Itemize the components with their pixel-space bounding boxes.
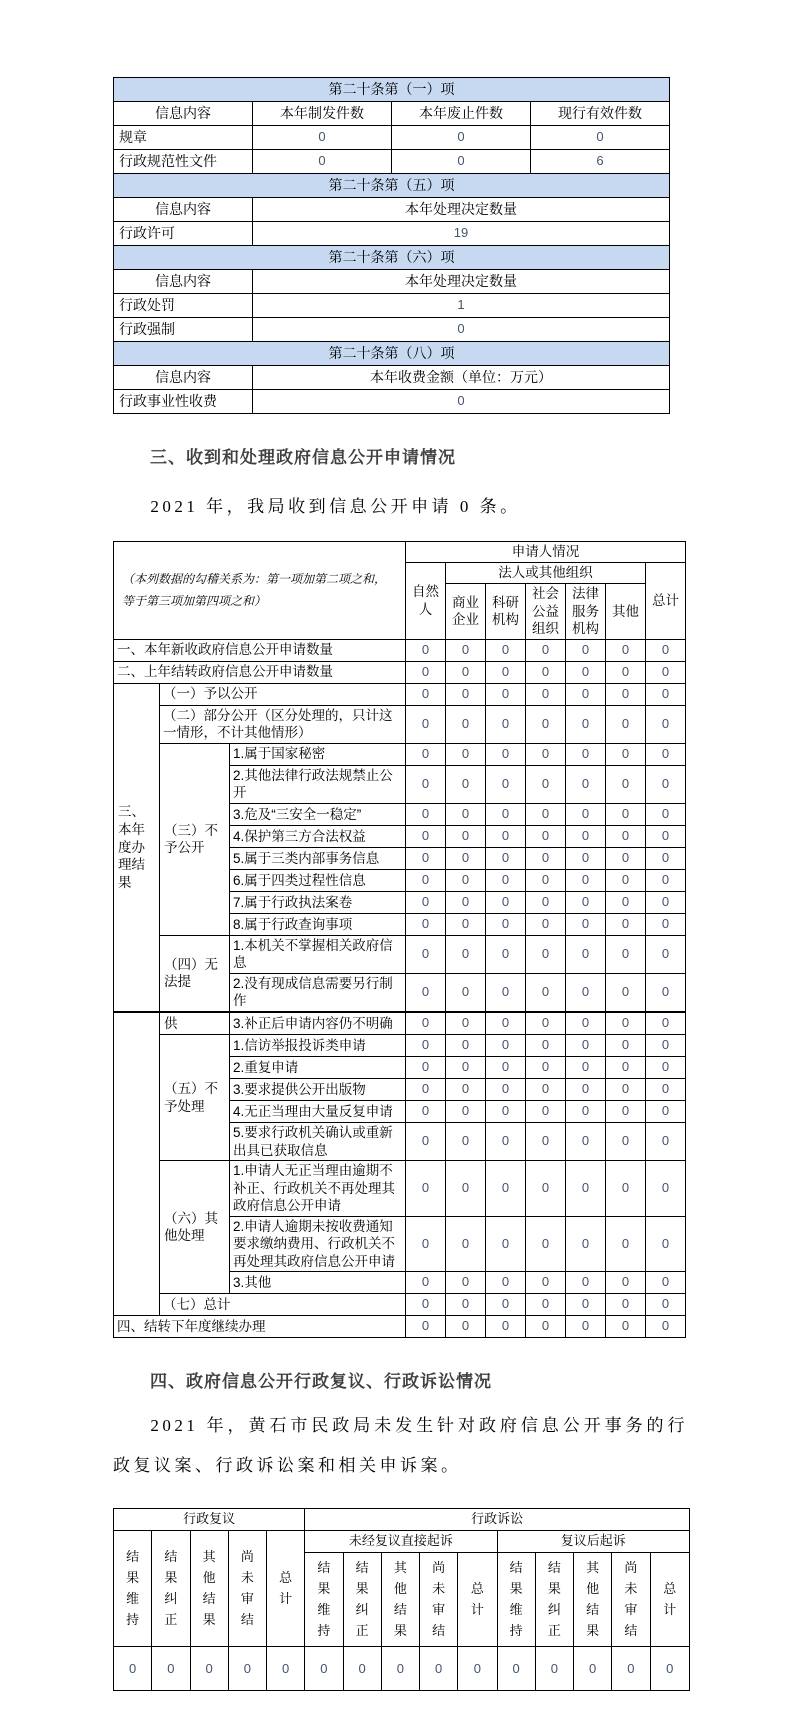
header-direct-lawsuit: 未经复议直接起诉	[305, 1531, 497, 1553]
value-cell: 0	[646, 639, 686, 661]
value-cell: 0	[446, 825, 486, 847]
value-cell: 0	[446, 913, 486, 935]
header-pending: 尚未审结	[228, 1531, 266, 1647]
value-cell: 0	[526, 1161, 566, 1217]
value-cell: 0	[406, 1057, 446, 1079]
value-cell: 0	[446, 891, 486, 913]
value-cell: 0	[406, 743, 446, 765]
value-cell: 0	[646, 1161, 686, 1217]
value-cell: 0	[446, 683, 486, 705]
header-public-welfare: 社会公益组织	[526, 584, 566, 640]
value-cell: 0	[566, 973, 606, 1011]
value-cell: 0	[526, 891, 566, 913]
applications-table-part1	[113, 541, 686, 1012]
value-cell: 0	[486, 1272, 526, 1294]
value-cell: 0	[253, 318, 670, 342]
value-cell: 0	[606, 825, 646, 847]
value-cell: 0	[606, 765, 646, 803]
value-cell: 0	[526, 1079, 566, 1101]
value-cell: 0	[446, 1123, 486, 1161]
value-cell: 0	[446, 1272, 486, 1294]
value-cell: 0	[606, 1123, 646, 1161]
value-cell: 0	[406, 1079, 446, 1101]
value-cell: 0	[406, 891, 446, 913]
column-header: 本年处理决定数量	[253, 198, 670, 222]
value-cell: 0	[566, 743, 606, 765]
value-cell: 0	[526, 765, 566, 803]
row-label: 4.无正当理由大量反复申请	[230, 1101, 406, 1123]
value-cell: 0	[190, 1647, 228, 1691]
value-cell: 0	[406, 661, 446, 683]
group-label-unable-provide: （四）无法提	[160, 935, 230, 1011]
header-result-corrected: 结果纠正	[535, 1553, 573, 1647]
value-cell: 0	[566, 1272, 606, 1294]
value-cell: 19	[253, 222, 670, 246]
value-cell: 0	[381, 1647, 419, 1691]
value-cell: 0	[406, 1013, 446, 1035]
value-cell: 0	[606, 1079, 646, 1101]
value-cell: 0	[228, 1647, 266, 1691]
value-cell: 0	[566, 825, 606, 847]
value-cell: 0	[486, 847, 526, 869]
header-other-result: 其他结果	[574, 1553, 612, 1647]
value-cell: 0	[486, 803, 526, 825]
value-cell: 0	[486, 891, 526, 913]
value-cell: 0	[646, 1123, 686, 1161]
row-label: 1.属于国家秘密	[230, 743, 406, 765]
value-cell: 0	[406, 1272, 446, 1294]
value-cell: 0	[446, 973, 486, 1011]
value-cell: 0	[486, 1013, 526, 1035]
value-cell: 0	[486, 825, 526, 847]
column-header: 现行有效件数	[531, 102, 670, 126]
value-cell: 0	[566, 1294, 606, 1316]
value-cell: 0	[486, 1294, 526, 1316]
value-cell: 0	[526, 661, 566, 683]
value-cell: 0	[526, 913, 566, 935]
header-result-corrected: 结果纠正	[343, 1553, 381, 1647]
value-cell: 0	[646, 847, 686, 869]
column-header: 本年处理决定数量	[253, 270, 670, 294]
value-cell: 0	[646, 743, 686, 765]
group-label-refuse-disclose: （三）不予公开	[160, 743, 230, 935]
value-cell: 0	[526, 825, 566, 847]
value-cell: 0	[406, 803, 446, 825]
value-cell: 0	[535, 1647, 573, 1691]
row-label: 3.要求提供公开出版物	[230, 1079, 406, 1101]
value-cell: 0	[646, 825, 686, 847]
value-cell: 0	[486, 1123, 526, 1161]
value-cell: 0	[566, 869, 606, 891]
value-cell: 0	[486, 1079, 526, 1101]
value-cell: 0	[152, 1647, 190, 1691]
value-cell: 0	[458, 1647, 497, 1691]
value-cell: 0	[566, 1013, 606, 1035]
value-cell: 0	[486, 705, 526, 743]
value-cell: 6	[531, 150, 670, 174]
header-other-result: 其他结果	[190, 1531, 228, 1647]
value-cell: 0	[646, 661, 686, 683]
value-cell: 0	[606, 913, 646, 935]
value-cell: 0	[606, 683, 646, 705]
header-total: 总计	[458, 1553, 497, 1647]
column-header: 本年废止件数	[392, 102, 531, 126]
value-cell: 0	[606, 1101, 646, 1123]
value-cell: 0	[526, 1057, 566, 1079]
value-cell: 0	[446, 1101, 486, 1123]
group-label-processing-results: 三、本年度办理结果	[114, 683, 160, 1011]
value-cell: 0	[606, 935, 646, 973]
value-cell: 0	[526, 1035, 566, 1057]
value-cell: 0	[486, 1101, 526, 1123]
value-cell: 0	[486, 743, 526, 765]
value-cell: 0	[406, 1161, 446, 1217]
value-cell: 0	[253, 126, 392, 150]
row-label: 行政许可	[114, 222, 253, 246]
group-label-continuation	[114, 1013, 160, 1316]
row-label: 一、本年新收政府信息公开申请数量	[114, 639, 406, 661]
value-cell: 0	[446, 1057, 486, 1079]
value-cell: 0	[646, 765, 686, 803]
header-natural-person: 自然人	[406, 563, 446, 640]
article20-table	[113, 77, 670, 414]
value-cell: 0	[486, 661, 526, 683]
column-header: 信息内容	[114, 366, 253, 390]
header-commercial: 商业企业	[446, 584, 486, 640]
section3-paragraph: 2021 年，我局收到信息公开申请 0 条。	[150, 497, 521, 516]
value-cell: 0	[267, 1647, 305, 1691]
value-cell: 0	[526, 639, 566, 661]
value-cell: 0	[566, 1216, 606, 1272]
value-cell: 0	[526, 683, 566, 705]
header-pending: 尚未审结	[612, 1553, 650, 1647]
value-cell: 0	[406, 1216, 446, 1272]
header-admin-litigation: 行政诉讼	[305, 1509, 690, 1531]
value-cell: 0	[606, 1216, 646, 1272]
value-cell: 0	[606, 1272, 646, 1294]
value-cell: 0	[566, 1161, 606, 1217]
value-cell: 0	[566, 803, 606, 825]
row-label: （二）部分公开（区分处理的，只计这一情形，不计其他情形）	[160, 705, 406, 743]
band-item8: 第二十条第（八）项	[114, 342, 670, 366]
value-cell: 0	[566, 891, 606, 913]
value-cell: 0	[526, 847, 566, 869]
header-other-result: 其他结果	[381, 1553, 419, 1647]
value-cell: 0	[343, 1647, 381, 1691]
value-cell: 0	[612, 1647, 650, 1691]
value-cell: 0	[446, 1013, 486, 1035]
value-cell: 0	[566, 935, 606, 973]
value-cell: 0	[566, 683, 606, 705]
value-cell: 0	[606, 803, 646, 825]
column-header: 信息内容	[114, 198, 253, 222]
row-label: 2.重复申请	[230, 1057, 406, 1079]
value-cell: 0	[253, 390, 670, 414]
value-cell: 0	[606, 1316, 646, 1338]
value-cell: 0	[526, 1216, 566, 1272]
value-cell: 0	[406, 1294, 446, 1316]
value-cell: 0	[526, 705, 566, 743]
value-cell: 0	[406, 1035, 446, 1057]
column-header: 本年制发件数	[253, 102, 392, 126]
value-cell: 0	[446, 1079, 486, 1101]
header-legal-org: 法人或其他组织	[446, 563, 646, 584]
header-lawsuit-after-review: 复议后起诉	[497, 1531, 689, 1553]
value-cell: 0	[406, 705, 446, 743]
value-cell: 0	[486, 1057, 526, 1079]
value-cell: 0	[606, 973, 646, 1011]
value-cell: 0	[606, 1057, 646, 1079]
value-cell: 1	[253, 294, 670, 318]
value-cell: 0	[406, 683, 446, 705]
value-cell: 0	[406, 1123, 446, 1161]
value-cell: 0	[526, 1013, 566, 1035]
value-cell: 0	[486, 1316, 526, 1338]
band-item6: 第二十条第（六）项	[114, 246, 670, 270]
header-applicant-status: 申请人情况	[406, 542, 686, 563]
value-cell: 0	[486, 1035, 526, 1057]
value-cell: 0	[606, 891, 646, 913]
value-cell: 0	[606, 1013, 646, 1035]
value-cell: 0	[526, 1123, 566, 1161]
header-result-upheld: 结果维持	[114, 1531, 152, 1647]
value-cell: 0	[606, 1294, 646, 1316]
row-label: 2.其他法律行政法规禁止公开	[230, 765, 406, 803]
value-cell: 0	[606, 705, 646, 743]
section3-heading: 三、收到和处理政府信息公开申请情况	[150, 448, 456, 467]
value-cell: 0	[606, 743, 646, 765]
band-item5: 第二十条第（五）项	[114, 174, 670, 198]
value-cell: 0	[606, 661, 646, 683]
value-cell: 0	[406, 1101, 446, 1123]
value-cell: 0	[566, 1079, 606, 1101]
value-cell: 0	[497, 1647, 535, 1691]
value-cell: 0	[646, 891, 686, 913]
applications-table-part2	[113, 1012, 686, 1338]
value-cell: 0	[486, 973, 526, 1011]
value-cell: 0	[646, 1079, 686, 1101]
value-cell: 0	[406, 825, 446, 847]
value-cell: 0	[486, 913, 526, 935]
row-label-carryover: 四、结转下年度继续办理	[114, 1316, 406, 1338]
value-cell: 0	[446, 1161, 486, 1217]
header-result-upheld: 结果维持	[305, 1553, 343, 1647]
value-cell: 0	[446, 935, 486, 973]
value-cell: 0	[446, 869, 486, 891]
value-cell: 0	[446, 743, 486, 765]
value-cell: 0	[646, 935, 686, 973]
value-cell: 0	[566, 847, 606, 869]
value-cell: 0	[646, 869, 686, 891]
value-cell: 0	[446, 847, 486, 869]
row-label: 行政处罚	[114, 294, 253, 318]
value-cell: 0	[606, 847, 646, 869]
value-cell: 0	[566, 1123, 606, 1161]
value-cell: 0	[606, 1161, 646, 1217]
value-cell: 0	[566, 913, 606, 935]
value-cell: 0	[646, 683, 686, 705]
group-label-unable-provide-cont: 供	[160, 1013, 230, 1035]
value-cell: 0	[646, 913, 686, 935]
value-cell: 0	[566, 639, 606, 661]
value-cell: 0	[646, 705, 686, 743]
row-label: 行政规范性文件	[114, 150, 253, 174]
group-label-refuse-process: （五）不予处理	[160, 1035, 230, 1161]
value-cell: 0	[574, 1647, 612, 1691]
row-label: 二、上年结转政府信息公开申请数量	[114, 661, 406, 683]
value-cell: 0	[406, 973, 446, 1011]
value-cell: 0	[526, 1272, 566, 1294]
value-cell: 0	[526, 743, 566, 765]
value-cell: 0	[650, 1647, 689, 1691]
value-cell: 0	[646, 1294, 686, 1316]
header-total: 总计	[267, 1531, 305, 1647]
value-cell: 0	[486, 1216, 526, 1272]
row-label: 2.没有现成信息需要另行制作	[230, 973, 406, 1011]
value-cell: 0	[526, 869, 566, 891]
header-research: 科研机构	[486, 584, 526, 640]
header-total: 总计	[646, 563, 686, 640]
value-cell: 0	[646, 803, 686, 825]
header-legal-service: 法律服务机构	[566, 584, 606, 640]
value-cell: 0	[114, 1647, 152, 1691]
value-cell: 0	[486, 1161, 526, 1217]
value-cell: 0	[446, 803, 486, 825]
value-cell: 0	[486, 935, 526, 973]
value-cell: 0	[446, 661, 486, 683]
value-cell: 0	[526, 803, 566, 825]
row-label: 1.申请人无正当理由逾期不补正、行政机关不再处理其政府信息公开申请	[230, 1161, 406, 1217]
value-cell: 0	[531, 126, 670, 150]
value-cell: 0	[406, 935, 446, 973]
value-cell: 0	[526, 935, 566, 973]
value-cell: 0	[486, 639, 526, 661]
value-cell: 0	[566, 1101, 606, 1123]
header-total: 总计	[650, 1553, 689, 1647]
value-cell: 0	[566, 705, 606, 743]
row-label: 7.属于行政执法案卷	[230, 891, 406, 913]
row-label: 行政强制	[114, 318, 253, 342]
table-note: （本列数据的勾稽关系为：第一项加第二项之和，等于第三项加第四项之和）	[114, 542, 406, 640]
row-label: 规章	[114, 126, 253, 150]
row-label: 5.属于三类内部事务信息	[230, 847, 406, 869]
column-header: 信息内容	[114, 102, 253, 126]
row-label: 6.属于四类过程性信息	[230, 869, 406, 891]
value-cell: 0	[646, 1035, 686, 1057]
value-cell: 0	[646, 1057, 686, 1079]
row-label: 3.危及“三安全一稳定”	[230, 803, 406, 825]
band-item1: 第二十条第（一）项	[114, 78, 670, 102]
value-cell: 0	[646, 1101, 686, 1123]
value-cell: 0	[646, 1216, 686, 1272]
row-label: 2.申请人逾期未按收费通知要求缴纳费用、行政机关不再处理其政府信息公开申请	[230, 1216, 406, 1272]
value-cell: 0	[446, 765, 486, 803]
value-cell: 0	[526, 973, 566, 1011]
row-label: 4.保护第三方合法权益	[230, 825, 406, 847]
value-cell: 0	[486, 683, 526, 705]
value-cell: 0	[566, 1035, 606, 1057]
row-label: 1.信访举报投诉类申请	[230, 1035, 406, 1057]
value-cell: 0	[526, 1316, 566, 1338]
value-cell: 0	[253, 150, 392, 174]
row-label: 3.补正后申请内容仍不明确	[230, 1013, 406, 1035]
value-cell: 0	[526, 1101, 566, 1123]
row-label: （一）予以公开	[160, 683, 406, 705]
column-header: 信息内容	[114, 270, 253, 294]
value-cell: 0	[392, 150, 531, 174]
header-result-upheld: 结果维持	[497, 1553, 535, 1647]
value-cell: 0	[446, 1035, 486, 1057]
value-cell: 0	[406, 765, 446, 803]
value-cell: 0	[420, 1647, 458, 1691]
value-cell: 0	[526, 1294, 566, 1316]
value-cell: 0	[446, 1216, 486, 1272]
header-admin-review: 行政复议	[114, 1509, 305, 1531]
row-label: 行政事业性收费	[114, 390, 253, 414]
value-cell: 0	[566, 765, 606, 803]
value-cell: 0	[646, 973, 686, 1011]
section4-heading: 四、政府信息公开行政复议、行政诉讼情况	[150, 1372, 492, 1392]
group-label-other-processing: （六）其他处理	[160, 1161, 230, 1294]
value-cell: 0	[392, 126, 531, 150]
value-cell: 0	[406, 847, 446, 869]
value-cell: 0	[446, 1294, 486, 1316]
row-label-total: （七）总计	[160, 1294, 406, 1316]
row-label: 1.本机关不掌握相关政府信息	[230, 935, 406, 973]
value-cell: 0	[406, 639, 446, 661]
value-cell: 0	[406, 869, 446, 891]
value-cell: 0	[606, 1035, 646, 1057]
value-cell: 0	[606, 639, 646, 661]
review-litigation-table	[113, 1508, 690, 1691]
value-cell: 0	[566, 661, 606, 683]
value-cell: 0	[646, 1316, 686, 1338]
value-cell: 0	[646, 1272, 686, 1294]
value-cell: 0	[566, 1316, 606, 1338]
value-cell: 0	[446, 1316, 486, 1338]
value-cell: 0	[305, 1647, 343, 1691]
value-cell: 0	[406, 913, 446, 935]
column-header: 本年收费金额（单位：万元）	[253, 366, 670, 390]
value-cell: 0	[486, 869, 526, 891]
header-result-corrected: 结果纠正	[152, 1531, 190, 1647]
value-cell: 0	[646, 1013, 686, 1035]
value-cell: 0	[406, 1316, 446, 1338]
value-cell: 0	[566, 1057, 606, 1079]
value-cell: 0	[486, 765, 526, 803]
value-cell: 0	[446, 705, 486, 743]
section4-paragraph: 2021 年，黄石市民政局未发生针对政府信息公开事务的行政复议案、行政诉讼案和相关申诉案。	[113, 1416, 688, 1476]
row-label: 5.要求行政机关确认或重新出具已获取信息	[230, 1123, 406, 1161]
value-cell: 0	[446, 639, 486, 661]
row-label: 3.其他	[230, 1272, 406, 1294]
value-cell: 0	[606, 869, 646, 891]
row-label: 8.属于行政查询事项	[230, 913, 406, 935]
header-pending: 尚未审结	[420, 1553, 458, 1647]
header-other: 其他	[606, 584, 646, 640]
